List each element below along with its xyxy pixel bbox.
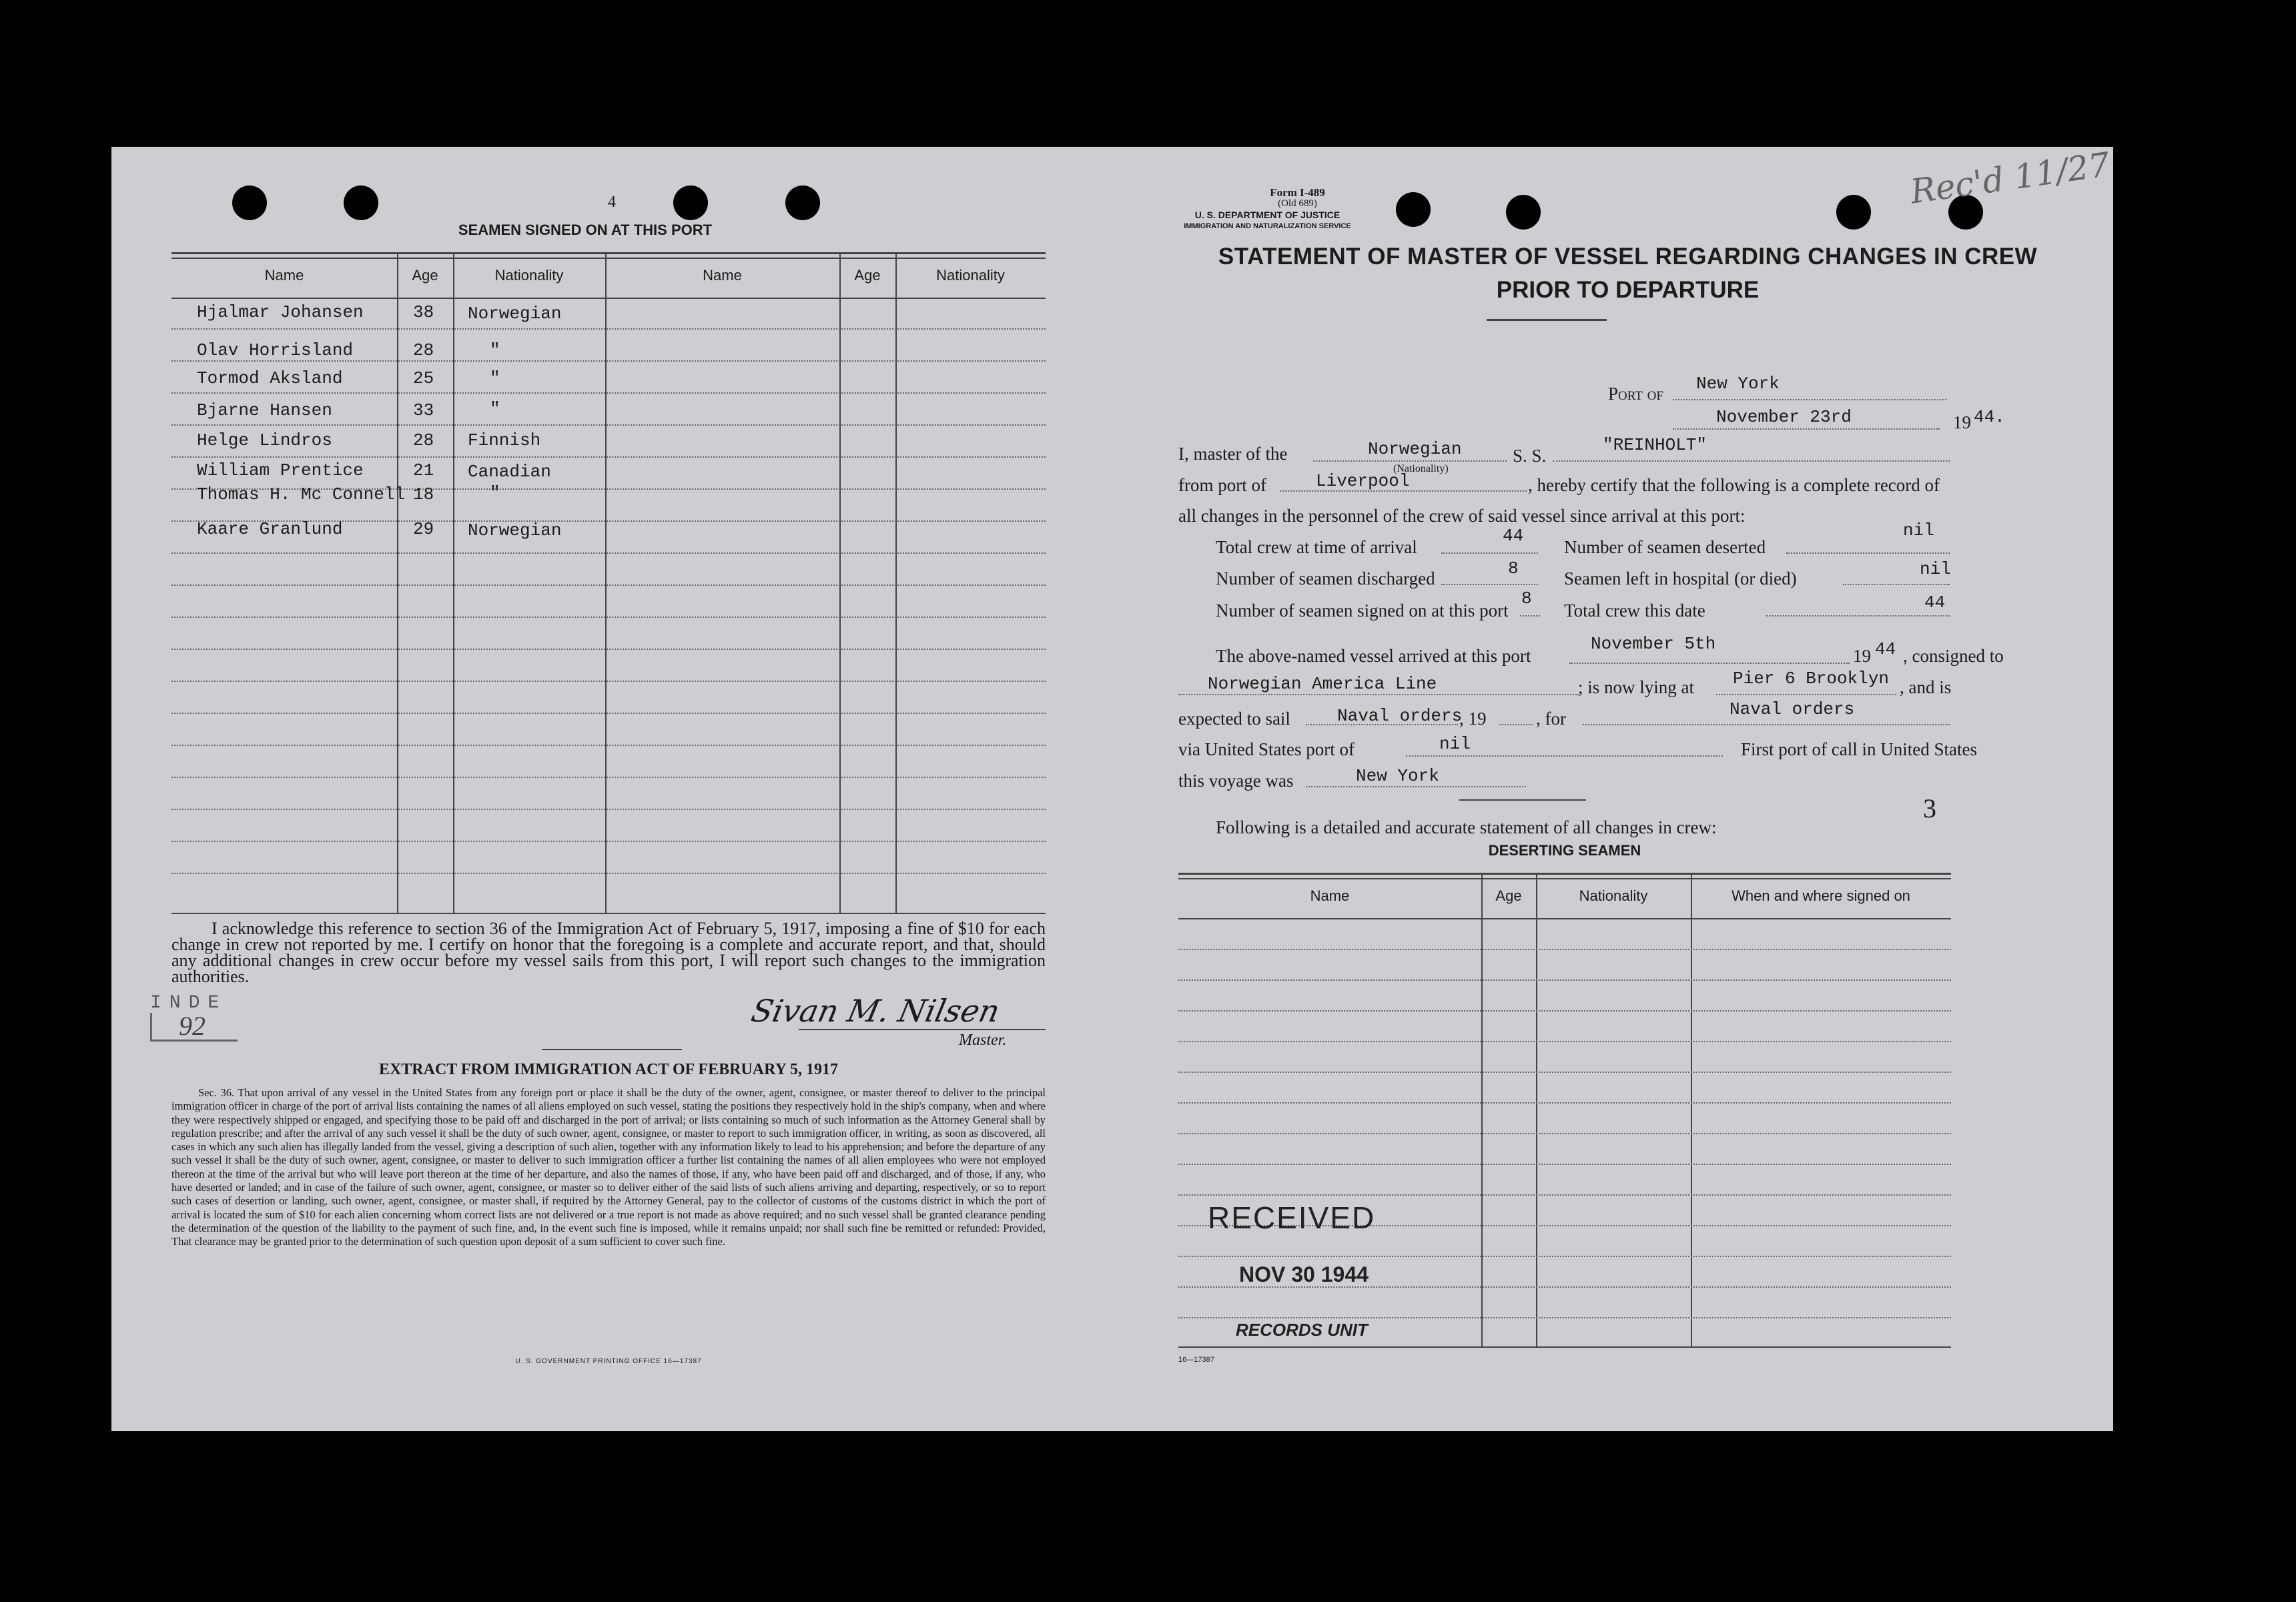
crew-nationality: Norwegian <box>468 304 562 324</box>
column-header-nationality: Nationality <box>494 267 564 284</box>
crew-nationality: Canadian <box>468 462 551 482</box>
row-rule <box>1178 1164 1951 1165</box>
page-number: 4 <box>608 193 616 211</box>
divider-rule <box>542 1049 682 1050</box>
punch-hole <box>344 185 378 220</box>
punch-hole <box>1396 192 1431 227</box>
port-value: New York <box>1696 374 1780 394</box>
crew-name: Bjarne Hansen <box>197 400 332 420</box>
right-page <box>1142 147 2113 1431</box>
row-rule <box>171 745 1046 746</box>
row-rule <box>1178 1256 1951 1257</box>
nationality-value: Norwegian <box>1368 439 1462 459</box>
row-rule <box>171 873 1046 874</box>
column-divider <box>605 252 607 913</box>
row-rule <box>1178 1194 1951 1196</box>
ditto-mark: " <box>490 483 500 503</box>
stat-value: 44 <box>1503 526 1524 546</box>
consignee-line <box>1178 694 1579 695</box>
column-divider <box>1536 873 1537 1346</box>
stat-leader <box>1843 584 1950 585</box>
index-number: 92 <box>150 1013 238 1042</box>
from-port-value: Liverpool <box>1316 471 1410 491</box>
year-prefix: 19 <box>1953 412 1971 432</box>
ditto-mark: " <box>490 368 500 388</box>
crew-name: Hjalmar Johansen <box>197 302 364 322</box>
records-unit-stamp: RECORDS UNIT <box>1236 1320 1368 1340</box>
crew-age: 25 <box>413 368 434 388</box>
extract-title: EXTRACT FROM IMMIGRATION ACT OF FEBRUARY 5, 1917 <box>378 1061 839 1078</box>
deserting-title: DESERTING SEAMEN <box>1488 842 1641 859</box>
table-top-rule <box>171 258 1046 259</box>
row-rule <box>171 392 1046 394</box>
row-rule <box>171 456 1046 458</box>
port-label: Port of <box>1608 384 1663 404</box>
changes-text: all changes in the personnel of the crew of said vessel since arrival at this port: <box>1178 506 1746 526</box>
crew-name: Helge Lindros <box>197 430 332 450</box>
row-rule <box>1178 979 1951 981</box>
row-rule <box>171 328 1046 330</box>
extract-text: Sec. 36. That upon arrival of any vessel in the United States from any foreign port or place it shall be the duty of the owner, agent, consignee, or master thereof to deliver to the principal immigration officer in charge of the port of arrival lists containing the names of all aliens employed on such vessel, stating the positions they respectively hold in the ship's company, when and where they were respectively shipped or engaged, and specifying those to be paid off and discharged in the port of arrival; or lists containing so much of such information as the Attorney General shall by regulation prescribe; and after the arrival of any such vessel it shall be the duty of such owner, agent, consignee, or master to report to such immigration officer, in writing, as soon as discovered, all cases in which any such alien has illegally landed from the vessel, giving a description of such alien, together with any information likely to lead to his apprehension; and before the departure of any such vessel it shall be the duty of such owner, agent, consignee, or master to deliver to such immigration officer a further list containing the names of all alien employees who were not employed thereon at the time of the arrival but who will leave port thereon at the time of her departure, and also the names of those, if any, who have been paid off and discharged, and of those, if any, who have deserted or landed; and in case of the failure of such owner, agent, consignee, or master so to deliver either of the said lists of such aliens arriving and departing, respectively, or so to report such cases of desertion or landing, such owner, agent, consignee, or master shall, if required by the Attorney General, pay to the collector of customs of the customs district in which the port of arrival is located the sum of $10 for each alien concerning whom correct lists are not delivered or a true report is not made as above required; and no such vessel shall be granted clearance pending the determination of the question of the liability to the payment of such fine, and, in the event such fine is imposed, while it remains unpaid; nor shall such fine be remitted or refunded: Provided, That clearance may be granted prior to the determination of such question upon deposit of a sum sufficient to cover such fine. <box>171 1086 1046 1248</box>
stat-leader <box>1520 615 1540 617</box>
punch-hole <box>785 185 820 220</box>
table-top-rule <box>171 252 1046 254</box>
crew-age: 33 <box>413 400 434 420</box>
port-line <box>1673 399 1946 400</box>
via-label: via United States port of <box>1178 739 1355 759</box>
date-line <box>1673 428 1940 430</box>
lying-label: ; is now lying at <box>1578 677 1694 697</box>
table-header-rule <box>171 298 1046 299</box>
row-rule <box>1178 949 1951 950</box>
crew-name: Kaare Granlund <box>197 519 343 539</box>
punch-hole <box>232 185 267 220</box>
for-line <box>1583 724 1950 725</box>
row-rule <box>1178 1072 1951 1073</box>
from-port-label: from port of <box>1178 475 1266 495</box>
stat-leader <box>1786 552 1950 554</box>
ditto-mark: " <box>490 340 500 360</box>
nationality-line <box>1313 460 1507 462</box>
received-date-stamp: NOV 30 1944 <box>1239 1262 1369 1286</box>
column-header-age: Age <box>412 267 438 284</box>
column-header-age: Age <box>854 267 881 284</box>
stat-label: Number of seamen deserted <box>1564 537 1766 557</box>
document-scan <box>111 147 2113 1431</box>
stat-value: nil <box>1903 520 1934 540</box>
crew-nationality: Finnish <box>468 430 541 450</box>
section-title: SEAMEN SIGNED ON AT THIS PORT <box>458 222 713 238</box>
table-header-rule <box>1178 918 1951 919</box>
row-rule <box>171 617 1046 618</box>
acknowledgement-text: I acknowledge this reference to section 36 of the Immigration Act of February 5, 1917, imposing a fine of $10 for each change in crew not reported by me. I certify on honor that the foregoing is a complete and accurate report, and that, should any additional changes in crew occur before my vessel sails from this port, I will report such changes to the immigration authorities. <box>171 919 1046 986</box>
form-number: Form I-489 <box>1270 186 1325 199</box>
department-name: U. S. DEPARTMENT OF JUSTICE <box>1194 210 1341 220</box>
row-rule <box>171 584 1046 586</box>
consigned-label: , consigned to <box>1903 646 2004 666</box>
stat-leader <box>1441 584 1538 585</box>
form-title-line1: STATEMENT OF MASTER OF VESSEL REGARDING CHANGES IN CREW <box>1218 244 2038 270</box>
punch-hole <box>1506 195 1541 230</box>
printer-note: U. S. GOVERNMENT PRINTING OFFICE 16—17387 <box>515 1358 702 1365</box>
ship-name-line <box>1553 460 1950 462</box>
column-divider <box>453 252 454 913</box>
arrived-line <box>1569 663 1850 664</box>
row-rule <box>171 424 1046 426</box>
following-text: Following is a detailed and accurate statement of all changes in crew: <box>1216 817 1717 837</box>
row-rule <box>171 809 1046 810</box>
row-rule <box>1178 1102 1951 1104</box>
first-port-label: First port of call in United States <box>1741 739 1977 759</box>
voyage-label: this voyage was <box>1178 771 1294 791</box>
column-divider <box>1691 873 1692 1346</box>
column-header-nationality: Nationality <box>1579 887 1648 904</box>
ss-label: S. S. <box>1513 446 1547 466</box>
row-rule <box>171 681 1046 682</box>
stat-label: Number of seamen signed on at this port <box>1216 600 1509 621</box>
crew-age: 38 <box>413 302 434 322</box>
column-header-signed-on: When and where signed on <box>1732 887 1910 904</box>
row-rule <box>171 360 1046 362</box>
form-header <box>1142 187 1393 232</box>
for-label: , for <box>1536 709 1566 729</box>
lying-line <box>1716 694 1896 695</box>
crew-name: Olav Horrisland <box>197 340 354 360</box>
column-header-name: Name <box>1310 887 1350 904</box>
signature-line <box>799 1029 1046 1030</box>
punch-hole <box>673 185 708 220</box>
left-page <box>111 147 1142 1431</box>
lying-value: Pier 6 Brooklyn <box>1733 669 1890 689</box>
and-is-label: , and is <box>1900 677 1952 697</box>
stat-label: Number of seamen discharged <box>1216 568 1435 588</box>
printer-note: 16—17387 <box>1178 1356 1214 1364</box>
row-rule <box>1178 1133 1951 1134</box>
title-rule <box>1487 319 1607 321</box>
crew-age: 28 <box>413 340 434 360</box>
consignee-value: Norwegian America Line <box>1208 674 1437 694</box>
stat-leader <box>1766 615 1950 617</box>
expected-value: Naval orders <box>1337 706 1463 726</box>
handwritten-corner-note: Rec'd 11/27 <box>1908 145 2113 212</box>
stat-label: Total crew this date <box>1564 600 1705 621</box>
row-rule <box>171 649 1046 650</box>
row-rule <box>171 777 1046 778</box>
crew-name: William Prentice <box>197 460 364 480</box>
date-value: November 23rd <box>1716 407 1852 427</box>
arrived-year-prefix: 19 <box>1853 646 1871 666</box>
ditto-mark: " <box>490 399 500 419</box>
arrived-value: November 5th <box>1591 634 1716 654</box>
nationality-caption: (Nationality) <box>1393 463 1449 474</box>
crew-nationality: Norwegian <box>468 520 562 540</box>
old-form-number: (Old 689) <box>1278 198 1317 209</box>
table-bottom-rule <box>1178 1346 1951 1348</box>
voyage-value: New York <box>1356 766 1439 786</box>
master-label: I, master of the <box>1178 444 1288 464</box>
year-value: 44. <box>1974 407 2005 427</box>
expected-year-label: , 19 <box>1459 709 1487 729</box>
column-header-age: Age <box>1495 887 1522 904</box>
column-header-name: Name <box>703 267 742 284</box>
column-divider <box>397 252 398 913</box>
stat-value: 44 <box>1924 592 1946 613</box>
master-signature: Sivan M. Nilsen <box>748 993 1004 1029</box>
table-bottom-rule <box>171 913 1046 914</box>
certify-text: , hereby certify that the following is a complete record of <box>1528 475 1940 495</box>
index-stamp: INDE <box>150 993 228 1014</box>
signature-caption: Master. <box>959 1032 1007 1049</box>
stat-value: nil <box>1920 559 1951 579</box>
row-rule <box>1178 1317 1951 1318</box>
table-top-rule <box>1178 878 1951 879</box>
arrived-label: The above-named vessel arrived at this port <box>1216 646 1531 666</box>
voyage-line <box>1306 786 1526 787</box>
crew-age: 29 <box>413 519 434 539</box>
row-rule <box>1178 1010 1951 1012</box>
via-value: nil <box>1439 734 1471 754</box>
arrived-year: 44 <box>1875 639 1896 659</box>
punch-hole <box>1836 195 1871 230</box>
stat-leader <box>1441 552 1538 554</box>
form-title-line2: PRIOR TO DEPARTURE <box>1496 277 1760 303</box>
for-value: Naval orders <box>1730 699 1855 719</box>
stat-label: Total crew at time of arrival <box>1216 537 1417 557</box>
crew-name: Thomas H. Mc Connell <box>197 484 406 504</box>
via-line <box>1406 755 1723 757</box>
column-divider <box>839 252 841 913</box>
row-rule <box>171 552 1046 554</box>
expected-year-line <box>1499 724 1533 725</box>
received-stamp: RECEIVED <box>1208 1200 1376 1235</box>
column-header-name: Name <box>264 267 304 284</box>
divider-rule <box>1459 799 1586 801</box>
crew-name: Tormod Aksland <box>197 368 343 388</box>
table-top-rule <box>1178 873 1951 875</box>
stat-value: 8 <box>1521 588 1532 609</box>
stat-value: 8 <box>1508 558 1519 578</box>
row-rule <box>171 713 1046 714</box>
column-header-nationality: Nationality <box>936 267 1005 284</box>
column-divider <box>895 252 897 913</box>
column-divider <box>1481 873 1483 1346</box>
row-rule <box>1178 1041 1951 1042</box>
service-name: IMMIGRATION AND NATURALIZATION SERVICE <box>1184 222 1351 230</box>
crew-age: 18 <box>413 484 434 504</box>
ship-name: "REINHOLT" <box>1603 435 1707 455</box>
row-rule <box>171 841 1046 842</box>
page-mark: 3 <box>1923 793 1936 823</box>
crew-age: 21 <box>413 460 434 480</box>
stat-label: Seamen left in hospital (or died) <box>1564 568 1797 588</box>
expected-label: expected to sail <box>1178 709 1290 729</box>
crew-age: 28 <box>413 430 434 450</box>
